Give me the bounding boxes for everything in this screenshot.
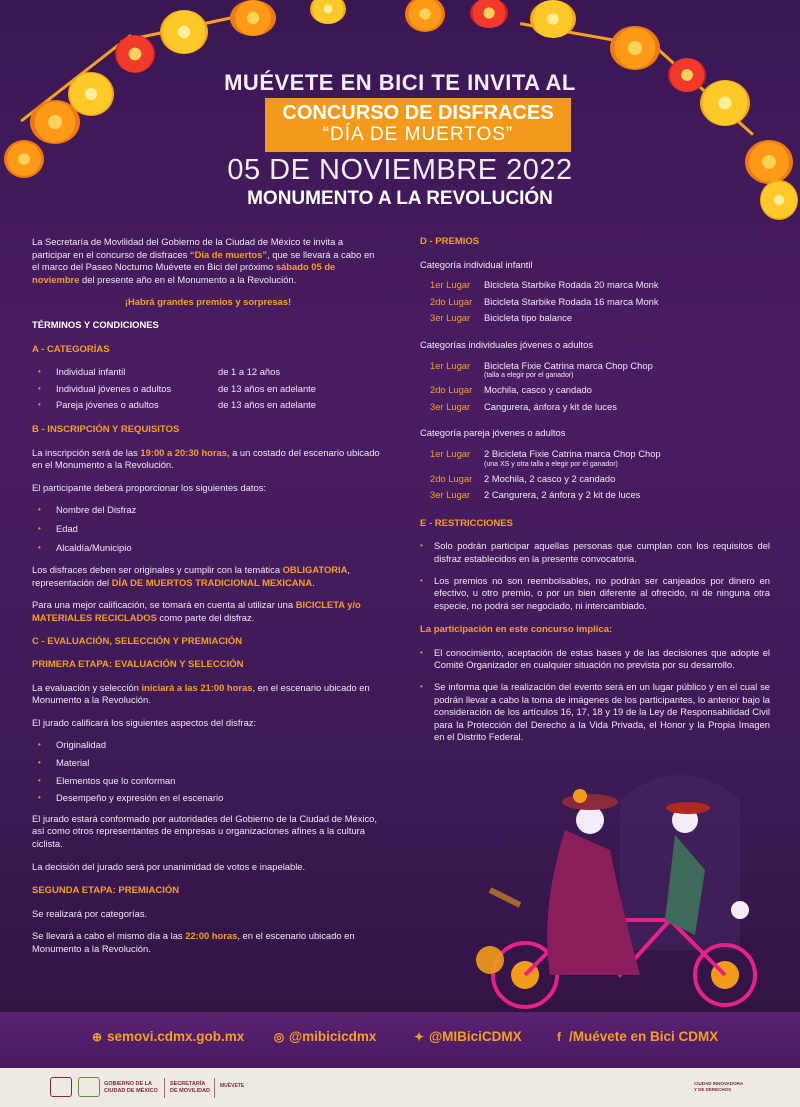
section-categories-title: A - CATEGORÍAS [32, 343, 110, 355]
prize-row [420, 296, 770, 309]
prize-place: 2do Lugar [430, 295, 473, 307]
prize-value [484, 360, 770, 381]
originality-text: . [312, 576, 315, 588]
implies-title: La participación en este concurso implica: [420, 624, 613, 636]
slogan-line: Y DE DERECHOS [694, 1087, 732, 1092]
inscription-text: , a un costado del escenario ubicado en el Monumento a la Revolución. [32, 446, 380, 471]
section-restrictions-title: E - RESTRICCIONES [420, 517, 513, 529]
city-slogan [694, 1081, 743, 1093]
implies-item [420, 681, 770, 744]
bullet-icon: • [420, 682, 423, 692]
category-row [32, 366, 384, 379]
prize-place: 1er Lugar [430, 359, 471, 371]
catrina-hat [562, 794, 618, 810]
bullet-icon: • [38, 505, 41, 515]
aspect-item: Desempeño y expresión en el escenario [56, 792, 224, 804]
bullet-icon: • [38, 740, 41, 750]
instagram-icon: ◎ [273, 1029, 285, 1044]
restriction-item [420, 575, 770, 613]
categories-list [32, 366, 384, 412]
footer [0, 1068, 800, 1107]
prize-row [420, 489, 770, 502]
event-place: MONUMENTO A LA REVOLUCIÓN [247, 188, 553, 209]
hat-flower [573, 789, 587, 803]
category-row [32, 399, 384, 412]
bullet-icon: • [38, 758, 41, 768]
jury-composition: El jurado estará conformado por autoridades del Gobierno de la Ciudad de México, así como otros representantes de empresas u organizaciones afines a la cultura ciclista. [32, 812, 377, 849]
cdmx-logo [78, 1077, 100, 1097]
light-beam [490, 890, 520, 905]
award-paragraph [32, 930, 384, 955]
catrina-skull [576, 806, 604, 834]
jury-decision: La decisión del jurado será por unanimidad de votos e inapelable. [32, 860, 306, 872]
dog-skeleton [731, 901, 749, 919]
bullet-icon: • [38, 793, 41, 803]
bullet-icon: • [38, 367, 41, 377]
marigold-flower [610, 26, 660, 70]
prize-group-title: Categoría pareja jóvenes o adultos [420, 427, 566, 439]
bike-text: como parte del disfraz. [156, 611, 255, 623]
aspect-item: Material [56, 757, 90, 769]
marigold-flower [160, 10, 208, 54]
intro-date: sábado 05 de noviembre [32, 261, 336, 285]
prize-text: 2 Bicicleta Fixie Catrina marca Chop Chop [484, 447, 661, 459]
instagram-text: @mibicicdmx [289, 1029, 377, 1044]
category-age: de 1 a 12 años [218, 366, 281, 378]
monument-dome [620, 775, 740, 800]
category-age: de 13 años en adelante [218, 399, 317, 411]
intro-text: del presente año en el Monumento a la Revolución. [79, 273, 297, 285]
list-item [32, 542, 384, 555]
marigold-flower [405, 0, 445, 32]
bullet-icon: • [420, 647, 423, 657]
prize-value: Bicicleta Starbike Rodada 20 marca Monk [484, 279, 659, 291]
prize-place: 3er Lugar [430, 312, 471, 324]
twitter-icon: ✦ [413, 1029, 425, 1044]
originality-theme: DÍA DE MUERTOS TRADICIONAL MEXICANA [111, 576, 313, 588]
bullet-icon: • [420, 541, 423, 551]
aspect-item: Originalidad [56, 739, 107, 751]
section-inscription-title: B - INSCRIPCIÓN Y REQUISITOS [32, 423, 180, 435]
originality-text: , representación del [32, 564, 351, 588]
catrina-tandem-bike-illustration [470, 760, 770, 1010]
prize-value: 2 Mochila, 2 casco y 2 candado [484, 472, 616, 484]
bullet-icon: • [38, 400, 41, 410]
marigold-flower [530, 0, 576, 38]
prize-place: 2do Lugar [430, 384, 473, 396]
left-column [32, 236, 384, 966]
evaluation-time: iniciará a las 21:00 horas [141, 681, 253, 693]
restriction-text: Los premios no son reembolsables, no podrán ser canjeados por dinero en efectivo, u otro premio, o por un bien diferente al ofrecido, ni de ninguna otra especie, no podrá ser negociado, ni intercambiado. [434, 574, 770, 611]
divider [214, 1078, 215, 1098]
marigold-flower [476, 946, 504, 974]
prize-place: 3er Lugar [430, 400, 471, 412]
list-item [32, 504, 384, 517]
coat-of-arms-logo [50, 1077, 72, 1097]
prize-place: 3er Lugar [430, 489, 471, 501]
aspects-list [32, 739, 384, 804]
prize-value [484, 448, 770, 469]
evaluation-paragraph [32, 682, 384, 707]
prize-place: 1er Lugar [430, 279, 471, 291]
category-name: Individual infantil [56, 366, 126, 378]
category-name: Pareja jóvenes o adultos [56, 399, 159, 411]
inscription-paragraph [32, 447, 384, 472]
jury-intro: El jurado calificará los siguientes aspectos del disfraz: [32, 716, 257, 728]
prize-row [420, 401, 770, 414]
stage-two-title: SEGUNDA ETAPA: PREMIACIÓN [32, 885, 180, 897]
divider [164, 1078, 165, 1098]
list-item [32, 775, 384, 788]
gov-line: CIUDAD DE MÉXICO [104, 1087, 158, 1094]
originality-mandatory: OBLIGATORIA [282, 564, 348, 576]
implies-text: El conocimiento, aceptación de estas bases y de las decisiones que adopte el Comité Organizador en cualquier situación no prevista por su desarrollo. [434, 646, 770, 671]
gov-label [104, 1081, 158, 1094]
prize-row [420, 312, 770, 325]
website-link[interactable] [90, 1029, 244, 1044]
instagram-link[interactable] [272, 1029, 376, 1044]
intro-highlight: “Día de muertos” [189, 248, 268, 260]
prize-place: 2do Lugar [430, 472, 473, 484]
facebook-icon: f [557, 1029, 561, 1044]
secretaria-line: SECRETARÍA [170, 1081, 206, 1087]
prize-value: Mochila, casco y candado [484, 384, 592, 396]
prize-value: Bicicleta Starbike Rodada 16 marca Monk [484, 295, 659, 307]
intro-text: La Secretaría de Movilidad del Gobierno de la Ciudad de México te invita a participar en el concurso de disfraces [32, 236, 344, 260]
slogan-line: CIUDAD INNOVADORA [694, 1081, 744, 1086]
prize-value: Bicicleta tipo balance [484, 312, 573, 324]
secretaria-line: DE MOVILIDAD [170, 1087, 211, 1094]
prizes-note: ¡Habrá grandes premios y sorpresas! [124, 296, 292, 308]
marigold-flower [470, 0, 508, 28]
intro-text: , que se llevará a cabo en el marco del Paseo Nocturno Muévete en Bici del próximo [32, 248, 375, 273]
marigold-flower [230, 0, 276, 36]
twitter-text: @MIBiciCDMX [429, 1029, 522, 1044]
muevete-logo: MUÉVETE [220, 1083, 245, 1089]
contest-banner [265, 98, 571, 152]
award-time: 22:00 horas [185, 930, 238, 942]
data-list [32, 504, 384, 554]
originality-paragraph [32, 564, 384, 589]
inscription-time: 19:00 a 20:30 horas [140, 446, 227, 458]
list-item [32, 792, 384, 805]
prize-value: Cangurera, ánfora y kit de luces [484, 400, 617, 412]
facebook-link[interactable] [552, 1029, 718, 1044]
prize-place: 1er Lugar [430, 447, 471, 459]
data-item: Alcaldía/Municipio [56, 541, 132, 553]
bullet-icon: • [420, 575, 423, 585]
category-row [32, 383, 384, 396]
data-item: Nombre del Disfraz [56, 504, 137, 516]
prize-note: (talla a elegir por el ganador) [484, 372, 574, 380]
prize-group-title: Categorías individuales jóvenes o adultos [420, 338, 594, 350]
right-column [420, 236, 770, 753]
data-item: Edad [56, 522, 78, 534]
data-intro: El participante deberá proporcionar los siguientes datos: [32, 481, 266, 493]
list-item [32, 739, 384, 752]
award-text: , en el escenario ubicado en Monumento a la Revolución. [32, 930, 355, 954]
evaluation-text: , en el escenario ubicado en Monumento a la Revolución. [32, 681, 370, 706]
originality-text: Los disfraces deben ser originales y cumplir con la temática [32, 564, 283, 576]
marigold-flower [310, 0, 346, 24]
prize-note: (una XS y otra talla a elegir por el ganador) [484, 460, 618, 468]
stage-one-title: PRIMERA ETAPA: EVALUACIÓN Y SELECCIÓN [32, 659, 244, 671]
award-text: Se llevará a cabo el mismo día a las [32, 930, 186, 942]
event-date: 05 DE NOVIEMBRE 2022 [227, 154, 573, 186]
section-prizes-title: D - PREMIOS [420, 236, 480, 247]
gov-line: GOBIERNO DE LA [104, 1081, 152, 1087]
prize-row [420, 448, 770, 469]
bike-highlight: BICICLETA y/o MATERIALES RECICLADOS [32, 599, 361, 623]
prize-row [420, 473, 770, 486]
bullet-icon: • [38, 775, 41, 785]
header-invite: MUÉVETE EN BICI TE INVITA AL [224, 70, 576, 95]
bullet-icon: • [38, 383, 41, 393]
bullet-icon: • [38, 523, 41, 533]
header [0, 70, 800, 209]
prize-row [420, 384, 770, 397]
category-age: de 13 años en adelante [218, 382, 317, 394]
bullet-icon: • [38, 542, 41, 552]
twitter-link[interactable] [412, 1029, 522, 1044]
bike-paragraph [32, 599, 384, 624]
implies-text: Se informa que la realización del evento será en un lugar público y en el cual se podrán llevar a cabo la toma de imágenes de los participantes, lo anterior bajo la consideración de los artículos 16, 17, 18 y 19 de la Ley de Responsabilidad Civil para la Protección del Derecho a la Vida Privada, el Honor y la Propia Imagen en el Distrito Federal. [434, 681, 770, 743]
inscription-text: La inscripción será de las [32, 446, 141, 458]
evaluation-text: La evaluación y selección [32, 681, 142, 693]
prize-value: 2 Cangurera, 2 ánfora y 2 kit de luces [484, 489, 641, 501]
terms-title: TÉRMINOS Y CONDICIONES [32, 318, 159, 330]
prize-group-title: Categoría individual infantil [420, 258, 533, 270]
contest-theme: “DÍA DE MUERTOS” [322, 124, 514, 145]
section-evaluation-title: C - EVALUACIÓN, SELECCIÓN Y PREMIACIÓN [32, 636, 243, 648]
website-text: semovi.cdmx.gob.mx [107, 1029, 245, 1044]
list-item [32, 757, 384, 770]
secretaria-label [170, 1081, 210, 1094]
restriction-item [420, 540, 770, 565]
prize-row [420, 360, 770, 381]
by-category: Se realizará por categorías. [32, 907, 148, 919]
bike-text: Para una mejor calificación, se tomará en cuenta al utilizar una [32, 599, 296, 611]
facebook-text: /Muévete en Bici CDMX [569, 1029, 719, 1044]
contest-title: CONCURSO DE DISFRACES [282, 102, 554, 124]
marigold-flower [115, 35, 155, 73]
intro-paragraph [32, 236, 384, 286]
aspect-item: Elementos que lo conforman [56, 774, 176, 786]
prize-text: Bicicleta Fixie Catrina marca Chop Chop [484, 359, 653, 371]
globe-icon: ⊕ [91, 1029, 103, 1044]
catrin-hat [666, 802, 710, 814]
prize-row [420, 279, 770, 292]
restriction-text: Solo podrán participar aquellas personas que cumplan con los requisitos del disfraz establecidos en la presente convocatoria. [434, 540, 770, 564]
category-name: Individual jóvenes o adultos [56, 382, 172, 394]
list-item [32, 523, 384, 536]
implies-item [420, 647, 770, 672]
